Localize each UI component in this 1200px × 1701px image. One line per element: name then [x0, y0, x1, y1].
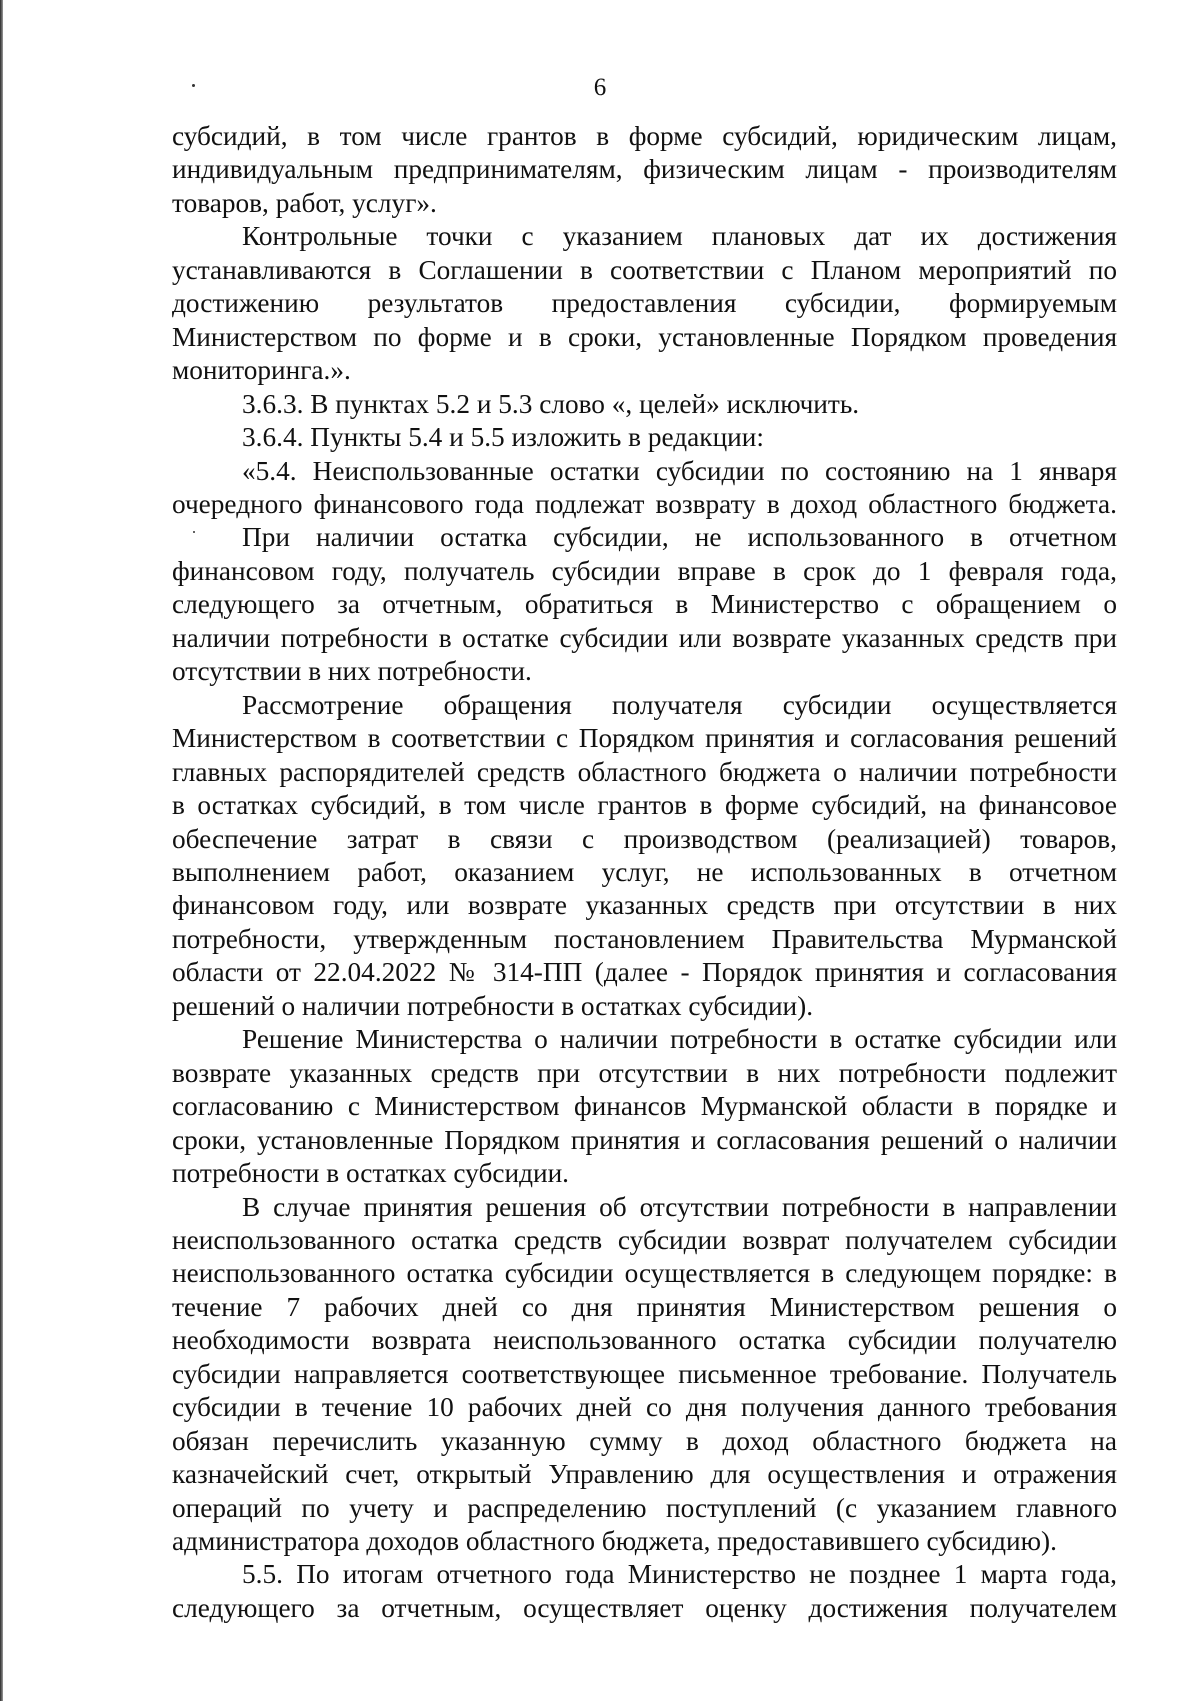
text-line: Министерством по форме и в сроки, установленные Порядком проведения — [172, 321, 1117, 352]
text-line: Рассмотрение обращения получателя субсидии осуществляется — [242, 689, 1117, 720]
text-line: наличии потребности в остатке субсидии или возврате указанных средств при — [172, 622, 1117, 653]
text-line: неиспользованного остатка субсидии осуществляется в следующем порядке: в — [172, 1258, 1117, 1289]
text-line: области от 22.04.2022 № 314-ПП (далее - Порядок принятия и согласования — [172, 957, 1117, 988]
text-line: финансовом году, или возврате указанных средств при отсутствии в них — [172, 890, 1117, 921]
text-line: следующего за отчетным, обратиться в Министерство с обращением о — [172, 589, 1117, 620]
page-number: 6 — [593, 74, 607, 101]
text-line: товаров, работ, услуг». — [172, 187, 437, 218]
text-line: 3.6.4. Пункты 5.4 и 5.5 изложить в редакции: — [242, 422, 764, 453]
text-line: «5.4. Неиспользованные остатки субсидии по состоянию на 1 января — [242, 455, 1117, 486]
text-line: Решение Министерства о наличии потребности в остатке субсидии или — [242, 1024, 1117, 1055]
text-line: Министерством в соответствии с Порядком принятия и согласования решений — [172, 723, 1117, 754]
scan-edge — [0, 0, 3, 1701]
text-line: согласованию с Министерством финансов Мурманской области в порядке и — [172, 1091, 1117, 1122]
text-line: решений о наличии потребности в остатках субсидии). — [172, 990, 814, 1021]
text-line: потребности, утвержденным постановлением Правительства Мурманской — [172, 923, 1117, 954]
document-body — [172, 120, 1117, 1625]
text-line: очередного финансового года подлежат возврату в доход областного бюджета. — [172, 488, 1117, 519]
text-line: сроки, установленные Порядком принятия и согласования решений о наличии — [172, 1124, 1117, 1155]
text-line: в остатках субсидий, в том числе грантов в форме субсидий, на финансовое — [172, 790, 1117, 821]
text-line: устанавливаются в Соглашении в соответствии с Планом мероприятий по — [172, 254, 1117, 285]
text-line: 5.5. По итогам отчетного года Министерство не позднее 1 марта года, — [242, 1559, 1117, 1590]
text-line: главных распорядителей средств областного бюджета о наличии потребности — [172, 756, 1117, 787]
text-line: обязан перечислить указанную сумму в доход областного бюджета на — [172, 1425, 1117, 1456]
text-line: выполнением работ, оказанием услуг, не использованных в отчетном — [172, 856, 1117, 887]
text-line: индивидуальным предпринимателям, физическим лицам - производителям — [172, 154, 1117, 185]
text-line: В случае принятия решения об отсутствии потребности в направлении — [242, 1191, 1117, 1222]
text-line: субсидии в течение 10 рабочих дней со дня получения данного требования — [172, 1392, 1117, 1423]
text-line: Контрольные точки с указанием плановых дат их достижения — [242, 221, 1117, 252]
text-line: течение 7 рабочих дней со дня принятия Министерством решения о — [172, 1291, 1117, 1322]
text-line: потребности в остатках субсидии. — [172, 1158, 570, 1189]
text-line: субсидий, в том числе грантов в форме субсидий, юридическим лицам, — [172, 121, 1117, 151]
text-line: мониторинга.». — [172, 355, 351, 386]
text-line: отсутствии в них потребности. — [172, 656, 532, 687]
text-line: достижению результатов предоставления субсидии, формируемым — [172, 288, 1117, 319]
text-line: операций по учету и распределению поступлений (с указанием главного — [172, 1492, 1117, 1523]
text-line: следующего за отчетным, осуществляет оценку достижения получателем — [172, 1592, 1117, 1623]
text-line: обеспечение затрат в связи с производством (реализацией) товаров, — [172, 823, 1117, 854]
text-line: При наличии остатка субсидии, не использованного в отчетном — [242, 522, 1117, 553]
text-line: администратора доходов областного бюджета, предоставившего субсидию). — [172, 1526, 1057, 1557]
text-line: финансовом году, получатель субсидии вправе в срок до 1 февраля года, — [172, 555, 1117, 586]
text-line: необходимости возврата неиспользованного остатка субсидии получателю — [172, 1325, 1117, 1356]
text-line: казначейский счет, открытый Управлению для осуществления и отражения — [172, 1459, 1117, 1490]
text-line: субсидии направляется соответствующее письменное требование. Получатель — [172, 1358, 1117, 1389]
text-line: 3.6.3. В пунктах 5.2 и 5.3 слово «, целей» исключить. — [242, 388, 860, 419]
text-line: возврате указанных средств при отсутствии в них потребности подлежит — [172, 1057, 1117, 1088]
text-line: неиспользованного остатка средств субсидии возврат получателем субсидии — [172, 1224, 1117, 1255]
